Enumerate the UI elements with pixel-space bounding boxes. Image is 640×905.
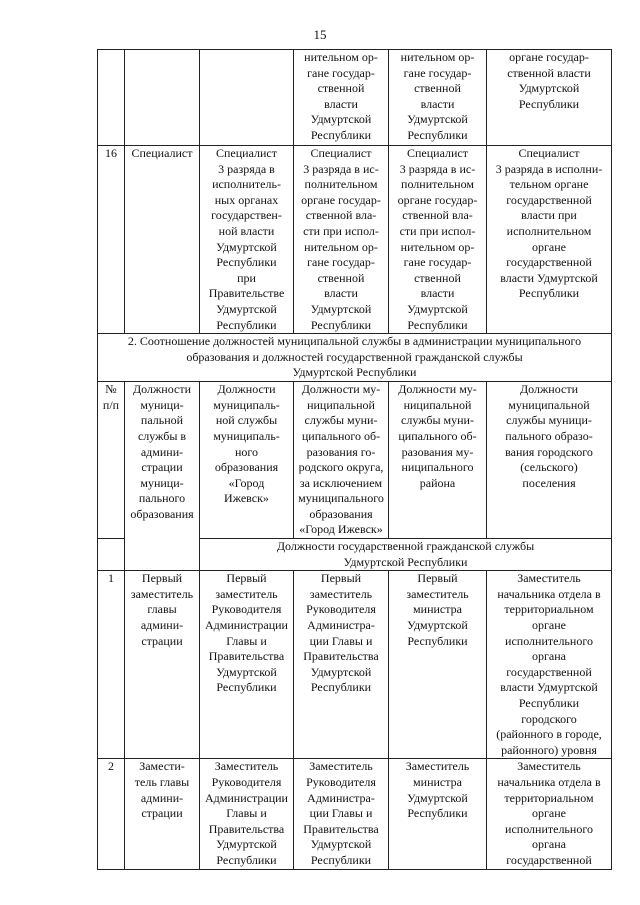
cell-num: 16 xyxy=(98,146,125,334)
cell-city-district: Первый заместитель Руководителя Администра- ции Главы и Правительства Удмуртской Республики xyxy=(294,571,389,759)
cell-municipal-district: Первый заместитель министра Удмуртской Республики xyxy=(389,571,487,759)
cell-position: Специалист xyxy=(125,146,200,334)
cell-position: Первый заместитель главы админи- страции xyxy=(125,571,200,759)
table-row-continuation xyxy=(98,50,612,146)
section-heading-row xyxy=(98,334,612,382)
cell-izhevsk: Специалист 3 разряда в исполнитель- ных органах государствен- ной власти Удмуртской Республики при Правительстве Удмуртской Республики xyxy=(200,146,294,334)
positions-table xyxy=(97,49,612,870)
cell-settlement: Заместитель начальника отдела в территориальном органе исполнительного органа государственной xyxy=(487,759,612,869)
cell-position: Замести- тель главы админи- страции xyxy=(125,759,200,869)
subheader-num-blank xyxy=(98,539,125,571)
cell-num xyxy=(98,50,125,146)
cell-position xyxy=(125,50,200,146)
cell-city-district: нительном ор- гане государ- ственной власти Удмуртской Республики xyxy=(294,50,389,146)
header-admin-positions: Должности муници- пальной службы в админи- страции муници- пального образования xyxy=(125,382,200,571)
table-row-2 xyxy=(98,759,612,869)
cell-settlement: органе государ- ственной власти Удмуртской Республики xyxy=(487,50,612,146)
cell-city-district: Специалист 3 разряда в ис- полнительном органе государ- ственной вла- сти при испол- нительном ор- гане государ- ственной власти Удмуртской Республики xyxy=(294,146,389,334)
section-2-heading: 2. Соотношение должностей муниципальной службы в администрации муниципального образования и должностей государственной гражданской службы Удмуртской Республики xyxy=(98,334,612,382)
table-row-1 xyxy=(98,571,612,759)
table-header-row xyxy=(98,382,612,539)
cell-num: 2 xyxy=(98,759,125,869)
cell-municipal-district: Специалист 3 разряда в ис- полнительном органе государ- ственной вла- сти при испол- нительном ор- гане государ- ственной власти Удмуртской Республики xyxy=(389,146,487,334)
cell-settlement: Заместитель начальника отдела в территориальном органе исполнительного органа государственной власти Удмуртской Республики городского (районного в городе, районного) уровня xyxy=(487,571,612,759)
header-izhevsk: Должности муниципаль- ной службы муниципаль- ного образования «Город Ижевск» xyxy=(200,382,294,539)
subheader-gov-service: Должности государственной гражданской службы Удмуртской Республики xyxy=(200,539,612,571)
cell-municipal-district: нительном ор- гане государ- ственной власти Удмуртской Республики xyxy=(389,50,487,146)
cell-izhevsk xyxy=(200,50,294,146)
cell-settlement: Специалист 3 разряда в исполни- тельном органе государственной власти при исполнительном органе государственной власти Удмуртской Республики xyxy=(487,146,612,334)
cell-city-district: Заместитель Руководителя Администра- ции Главы и Правительства Удмуртской Республики xyxy=(294,759,389,869)
cell-municipal-district: Заместитель министра Удмуртской Республики xyxy=(389,759,487,869)
header-municipal-district: Должности му- ниципальной службы муни- ципального об- разования му- ниципального района xyxy=(389,382,487,539)
header-num: № п/п xyxy=(98,382,125,539)
cell-num: 1 xyxy=(98,571,125,759)
table-row-16 xyxy=(98,146,612,334)
header-settlement: Должности муниципальной службы муници- пального образо- вания городского (сельского) поселения xyxy=(487,382,612,539)
cell-izhevsk: Первый заместитель Руководителя Администрации Главы и Правительства Удмуртской Республики xyxy=(200,571,294,759)
header-city-district: Должности му- ниципальной службы муни- ципального об- разования го- родского округа, за исключением муниципального образования «Город Ижевск» xyxy=(294,382,389,539)
page-number: 15 xyxy=(313,27,327,42)
cell-izhevsk: Заместитель Руководителя Администрации Главы и Правительства Удмуртской Республики xyxy=(200,759,294,869)
